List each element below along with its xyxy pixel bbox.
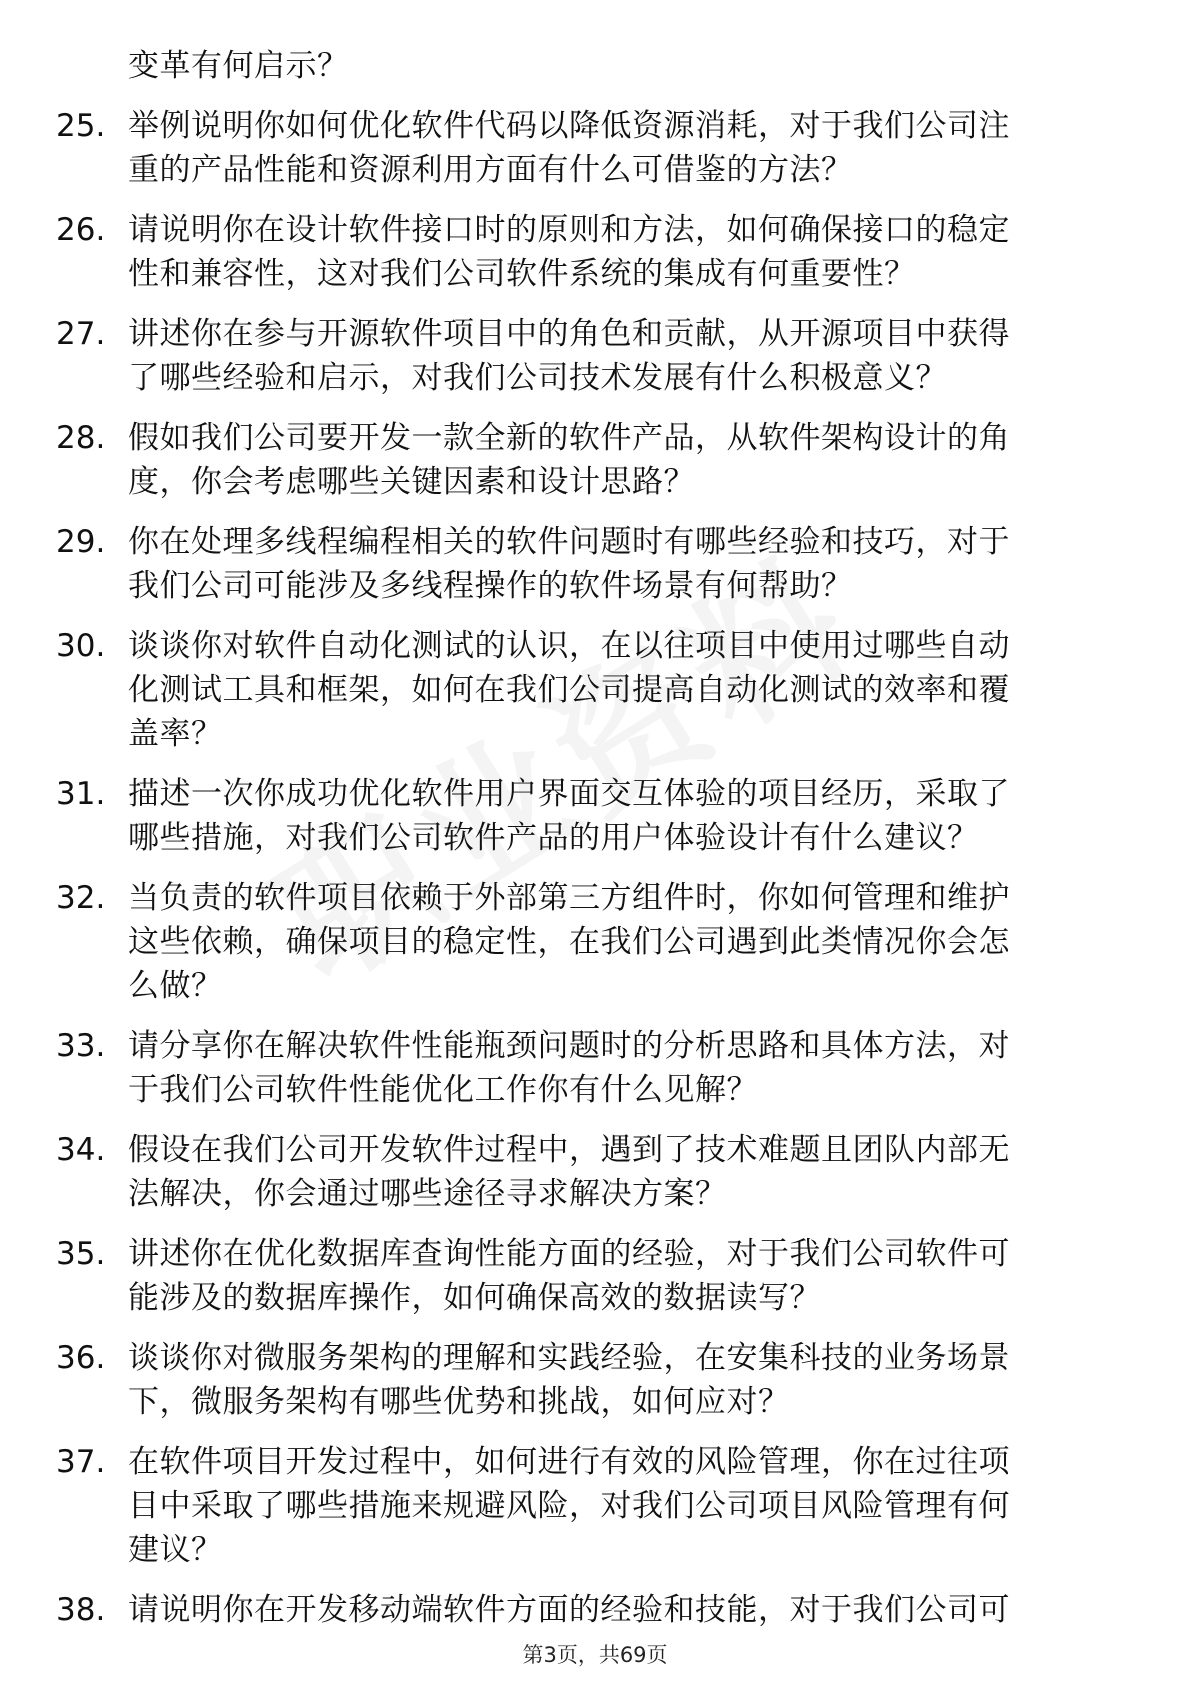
question-text-line: 度，你会考虑哪些关键因素和设计思路？ bbox=[128, 464, 695, 500]
question-text-line: 目中采取了哪些措施来规避风险，对我们公司项目风险管理有何 bbox=[128, 1488, 1010, 1524]
question-text-line: 举例说明你如何优化软件代码以降低资源消耗，对于我们公司注 bbox=[128, 108, 1010, 144]
question-number: 35. bbox=[56, 1236, 106, 1272]
continuation-line: 变革有何启示？ bbox=[128, 48, 349, 84]
question-text-line: 化测试工具和框架，如何在我们公司提高自动化测试的效率和覆 bbox=[128, 672, 1010, 708]
question-number: 31. bbox=[56, 776, 106, 812]
question-number: 32. bbox=[56, 880, 106, 916]
question-text-line: 性和兼容性，这对我们公司软件系统的集成有何重要性？ bbox=[128, 256, 916, 292]
question-text-line: 这些依赖，确保项目的稳定性，在我们公司遇到此类情况你会怎 bbox=[128, 924, 1010, 960]
question-number: 37. bbox=[56, 1444, 106, 1480]
question-number: 25. bbox=[56, 108, 106, 144]
question-text-line: 讲述你在参与开源软件项目中的角色和贡献，从开源项目中获得 bbox=[128, 316, 1010, 352]
question-text-line: 假设在我们公司开发软件过程中，遇到了技术难题且团队内部无 bbox=[128, 1132, 1010, 1168]
question-number: 29. bbox=[56, 524, 106, 560]
question-text-line: 你在处理多线程编程相关的软件问题时有哪些经验和技巧，对于 bbox=[128, 524, 1010, 560]
question-text-line: 重的产品性能和资源利用方面有什么可借鉴的方法？ bbox=[128, 152, 853, 188]
question-number: 27. bbox=[56, 316, 106, 352]
question-text-line: 能涉及的数据库操作，如何确保高效的数据读写？ bbox=[128, 1280, 821, 1316]
question-number: 36. bbox=[56, 1340, 106, 1376]
question-text-line: 谈谈你对软件自动化测试的认识，在以往项目中使用过哪些自动 bbox=[128, 628, 1010, 664]
question-text-line: 了哪些经验和启示，对我们公司技术发展有什么积极意义？ bbox=[128, 360, 947, 396]
question-number: 38. bbox=[56, 1592, 106, 1628]
question-number: 26. bbox=[56, 212, 106, 248]
question-text-line: 当负责的软件项目依赖于外部第三方组件时，你如何管理和维护 bbox=[128, 880, 1010, 916]
question-text-line: 描述一次你成功优化软件用户界面交互体验的项目经历，采取了 bbox=[128, 776, 1010, 812]
question-text-line: 法解决，你会通过哪些途径寻求解决方案？ bbox=[128, 1176, 727, 1212]
question-text-line: 谈谈你对微服务架构的理解和实践经验，在安集科技的业务场景 bbox=[128, 1340, 1010, 1376]
question-text-line: 请说明你在开发移动端软件方面的经验和技能，对于我们公司可 bbox=[128, 1592, 1010, 1628]
question-number: 28. bbox=[56, 420, 106, 456]
question-text-line: 我们公司可能涉及多线程操作的软件场景有何帮助？ bbox=[128, 568, 853, 604]
question-text-line: 假如我们公司要开发一款全新的软件产品，从软件架构设计的角 bbox=[128, 420, 1010, 456]
page-number: 第3页，共69页 bbox=[522, 1643, 668, 1667]
question-text-line: 哪些措施，对我们公司软件产品的用户体验设计有什么建议？ bbox=[128, 820, 979, 856]
question-number: 30. bbox=[56, 628, 106, 664]
question-text-line: 讲述你在优化数据库查询性能方面的经验，对于我们公司软件可 bbox=[128, 1236, 1010, 1272]
question-text-line: 下，微服务架构有哪些优势和挑战，如何应对？ bbox=[128, 1384, 790, 1420]
question-number: 33. bbox=[56, 1028, 106, 1064]
question-text-line: 盖率？ bbox=[128, 716, 223, 752]
question-text-line: 于我们公司软件性能优化工作你有什么见解？ bbox=[128, 1072, 758, 1108]
question-text-line: 请分享你在解决软件性能瓶颈问题时的分析思路和具体方法，对 bbox=[128, 1028, 1010, 1064]
question-text-line: 么做？ bbox=[128, 968, 223, 1004]
question-text-line: 建议？ bbox=[128, 1532, 223, 1568]
question-text-line: 请说明你在设计软件接口时的原则和方法，如何确保接口的稳定 bbox=[128, 212, 1010, 248]
question-number: 34. bbox=[56, 1132, 106, 1168]
question-text-line: 在软件项目开发过程中，如何进行有效的风险管理，你在过往项 bbox=[128, 1444, 1010, 1480]
